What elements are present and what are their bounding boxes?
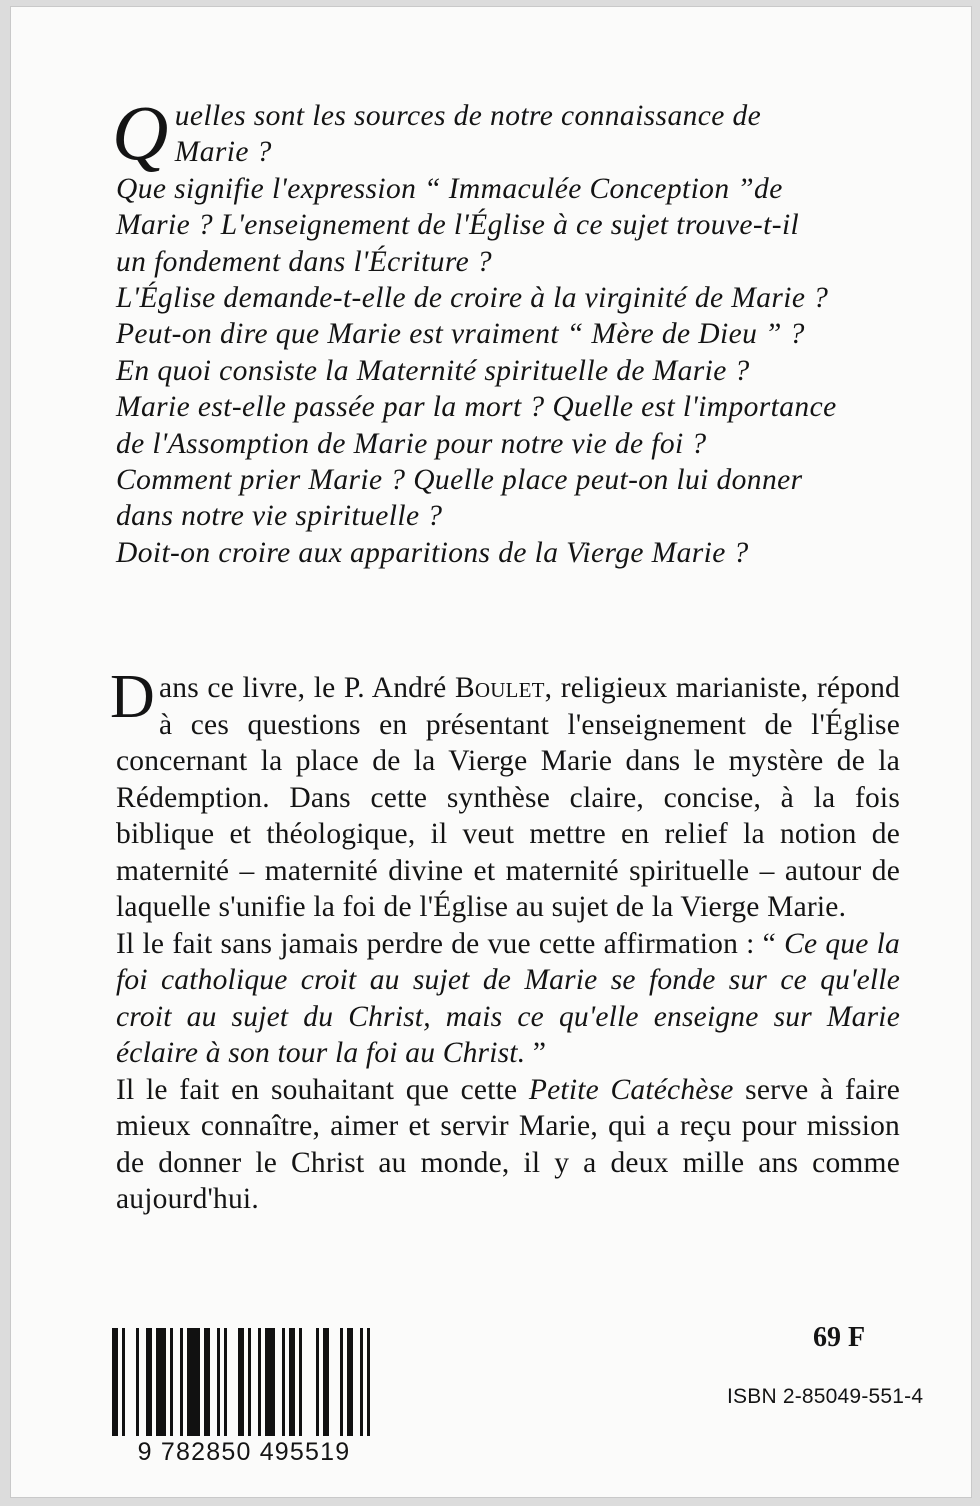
barcode-number: 9 782850 495519: [137, 1438, 351, 1466]
book-title: Petite Catéchèse: [528, 1073, 734, 1106]
barcode-bar: [248, 1328, 251, 1436]
barcode-bar: [299, 1328, 302, 1436]
question-line: de l'Assomption de Marie pour notre vie de foi ?: [116, 427, 707, 460]
question-line: uelles sont les sources de notre connaissance de: [174, 100, 762, 132]
price-label: 69 F: [813, 1322, 866, 1353]
p2-start: Il le fait sans jamais perdre de vue cette affirmation : “: [116, 927, 785, 960]
barcode-bar: [238, 1328, 244, 1436]
barcode-bars: [108, 1328, 380, 1436]
question-line: Marie ? L'enseignement de l'Église à ce sujet trouve-t-il: [116, 209, 800, 242]
barcode-bar: [282, 1328, 285, 1436]
isbn-label: ISBN 2-85049-551-4: [727, 1385, 924, 1408]
p2-end: ”: [525, 1037, 547, 1069]
barcode-bar: [316, 1328, 319, 1436]
question-line: Peut-on dire que Marie est vraiment “ Mère de Dieu ” ?: [116, 318, 805, 351]
quote-text: Ce que la foi catholique croit au sujet de Marie se fonde sur ce qu'elle croit au sujet du Christ, mais ce qu'elle enseigne sur Marie éclaire à son tour la foi au Christ.: [116, 927, 901, 1069]
barcode-bar: [187, 1328, 200, 1436]
barcode-bar: [180, 1328, 183, 1436]
barcode-bar: [146, 1328, 152, 1436]
barcode-bar: [289, 1328, 295, 1436]
question-line: dans notre vie spirituelle ?: [116, 500, 443, 533]
author-surname: Boulet: [454, 672, 545, 704]
barcode-bar: [156, 1328, 166, 1436]
question-line: Marie ?: [174, 136, 272, 169]
description-block: [110, 663, 901, 1218]
description-paragraph-1: [110, 663, 900, 926]
barcode-bar: [204, 1328, 210, 1436]
barcode-bar: [122, 1328, 125, 1436]
question-line: L'Église demande-t-elle de croire à la virginité de Marie ?: [116, 282, 829, 315]
p1-start: ans ce livre, le P. André: [158, 672, 455, 704]
barcode-bar: [258, 1328, 261, 1436]
question-line: Doit-on croire aux apparitions de la Vierge Marie ?: [116, 536, 749, 569]
barcode-bar: [367, 1328, 370, 1436]
barcode-bar: [360, 1328, 363, 1436]
barcode-bar: [323, 1328, 329, 1436]
barcode-bar: [170, 1328, 173, 1436]
questions-block: [112, 89, 916, 571]
drop-cap-q: Q: [112, 89, 169, 176]
question-line: Que signifie l'expression “ Immaculée Conception ”de: [116, 172, 783, 205]
drop-cap-d: D: [110, 663, 155, 731]
back-cover: [10, 6, 972, 1498]
question-line: un fondement dans l'Écriture ?: [116, 245, 493, 278]
p3-rest: serve à faire mieux connaître, aimer et servir Marie, qui a reçu pour mission de donner le Christ au monde, il y a deux mille ans comme aujourd'hui.: [116, 1073, 900, 1215]
description-paragraph-3: [116, 1072, 900, 1218]
barcode-bar: [340, 1328, 343, 1436]
question-line: En quoi consiste la Maternité spirituelle de Marie ?: [116, 354, 750, 387]
question-line: Comment prier Marie ? Quelle place peut-on lui donner: [116, 464, 803, 497]
description-paragraph-2: [116, 926, 900, 1072]
barcode: [108, 1328, 380, 1466]
barcode-bar: [347, 1328, 353, 1436]
barcode-bar: [217, 1328, 220, 1436]
barcode-bar: [136, 1328, 139, 1436]
p3-start: Il le fait en souhaitant que cette: [116, 1073, 529, 1106]
p1-rest: , religieux marianiste, répond à ces questions en présentant l'enseignement de l'Église concernant la place de la Vierge Marie dans le mystère de la Rédemption. Dans cette synthèse claire, concise, à la fois biblique et théologique, il veut mettre en relief la notion de maternité – maternité divine et maternité spirituelle – autour de laquelle s'unifie la foi de l'Église au sujet de la Vierge Marie.: [116, 672, 900, 923]
barcode-bar: [112, 1328, 118, 1436]
barcode-bar: [224, 1328, 227, 1436]
barcode-bar: [265, 1328, 275, 1436]
question-line: Marie est-elle passée par la mort ? Quelle est l'importance: [116, 391, 837, 424]
